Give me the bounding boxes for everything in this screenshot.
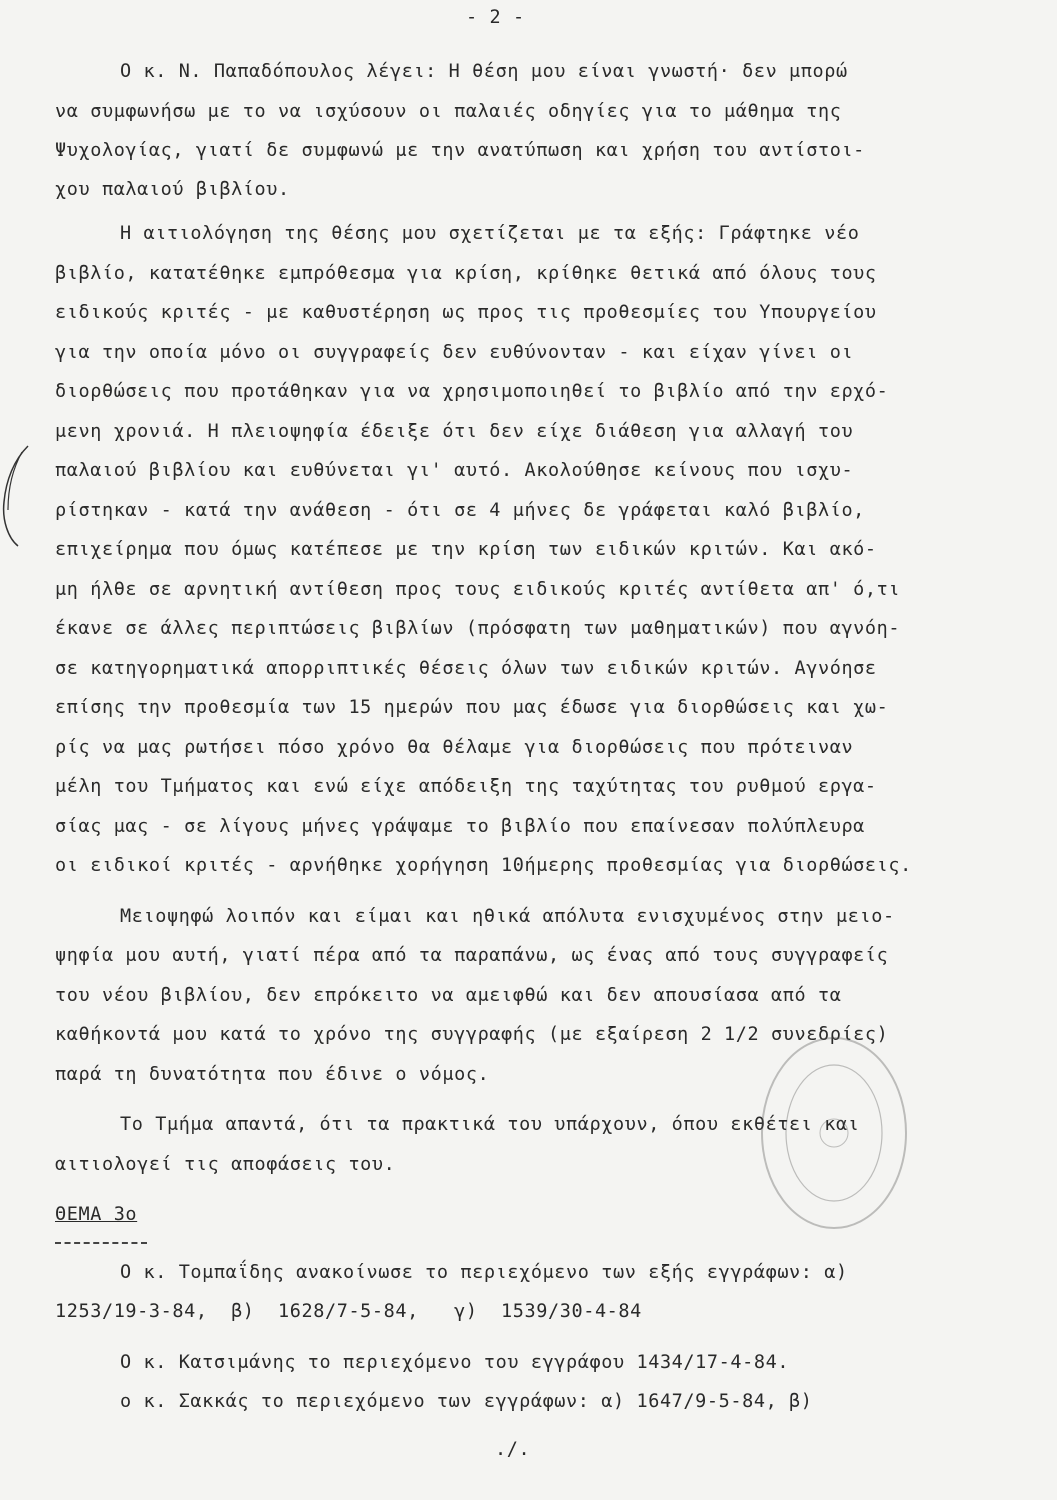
paragraph-3-line-4: καθήκοντά μου κατά το χρόνο της συγγραφής (με εξαίρεση 2 1/2 συνεδρίες)	[55, 1024, 889, 1045]
paragraph-2-line-16: σίας μας - σε λίγους μήνες γράψαμε το βιβλίο που επαίνεσαν πολύπλευρα	[55, 816, 865, 837]
page-number: - 2 -	[466, 7, 525, 28]
paragraph-3-line-3: του νέου βιβλίου, δεν επρόκειτο να αμειφθώ και δεν απουσίασα από τα	[55, 985, 842, 1006]
paragraph-2-line-1: Η αιτιολόγηση της θέσης μου σχετίζεται με τα εξής: Γράφτηκε νέο	[120, 223, 860, 244]
paragraph-2-line-10: μη ήλθε σε αρνητική αντίθεση προς τους ειδικούς κριτές αντίθετα απ' ό,τι	[55, 579, 901, 600]
paragraph-3-line-5: παρά τη δυνατότητα που έδινε ο νόμος.	[55, 1064, 490, 1085]
section-line-4: ο κ. Σακκάς το περιεχόμενο των εγγράφων: α) 1647/9-5-84, β)	[120, 1391, 813, 1412]
official-stamp-icon	[752, 1028, 917, 1238]
paragraph-4-line-1: Το Τμήμα απαντά, ότι τα πρακτικά του υπάρχουν, όπου εκθέτει και	[120, 1114, 860, 1135]
section-line-3: Ο κ. Κατσιμάνης το περιεχόμενο του εγγράφου 1434/17-4-84.	[120, 1352, 790, 1373]
paragraph-2-line-11: έκανε σε άλλες περιπτώσεις βιβλίων (πρόσφατη των μαθηματικών) που αγνόη-	[55, 618, 901, 639]
paragraph-3-line-2: ψηφία μου αυτή, γιατί πέρα από τα παραπάνω, ως ένας από τους συγγραφείς	[55, 945, 889, 966]
paragraph-2-line-9: επιχείρημα που όμως κατέπεσε με την κρίση των ειδικών κριτών. Και ακό-	[55, 539, 877, 560]
paragraph-1-line-4: χου παλαιού βιβλίου.	[55, 179, 290, 200]
paragraph-1-line-1: Ο κ. Ν. Παπαδόπουλος λέγει: Η θέση μου είναι γνωστή· δεν μπορώ	[120, 61, 848, 82]
paragraph-2-line-17: οι ειδικοί κριτές - αρνήθηκε χορήγηση 10ήμερης προθεσμίας για διορθώσεις.	[55, 855, 912, 876]
paragraph-2-line-13: επίσης την προθεσμία των 15 ημερών που μας έδωσε για διορθώσεις και χω-	[55, 697, 889, 718]
section-heading-rule	[55, 1242, 147, 1244]
section-line-1: Ο κ. Τομπαΐδης ανακοίνωσε το περιεχόμενο των εξής εγγράφων: α)	[120, 1262, 848, 1283]
paragraph-2-line-12: σε κατηγορηματικά απορριπτικές θέσεις όλων των ειδικών κριτών. Αγνόησε	[55, 658, 877, 679]
paragraph-2-line-2: βιβλίο, κατατέθηκε εμπρόθεσμα για κρίση, κρίθηκε θετικά από όλους τους	[55, 263, 877, 284]
paragraph-1-line-3: Ψυχολογίας, γιατί δε συμφωνώ με την ανατύπωση και χρήση του αντίστοι-	[55, 140, 865, 161]
paragraph-2-line-6: μενη χρονιά. Η πλειοψηφία έδειξε ότι δεν είχε διάθεση για αλλαγή του	[55, 421, 854, 442]
paragraph-4-line-2: αιτιολογεί τις αποφάσεις του.	[55, 1154, 396, 1175]
paragraph-2-line-4: για την οποία μόνο οι συγγραφείς δεν ευθύνονταν - και είχαν γίνει οι	[55, 342, 854, 363]
margin-mark-icon	[0, 440, 30, 550]
paragraph-2-line-7: παλαιού βιβλίου και ευθύνεται γι' αυτό. Ακολούθησε κείνους που ισχυ-	[55, 460, 854, 481]
paragraph-2-line-5: διορθώσεις που προτάθηκαν για να χρησιμοποιηθεί το βιβλίο από την ερχό-	[55, 381, 889, 402]
paragraph-3-line-1: Μειοψηφώ λοιπόν και είμαι και ηθικά απόλυτα ενισχυμένος στην μειο-	[120, 906, 895, 927]
paragraph-1-line-2: να συμφωνήσω με το να ισχύσουν οι παλαιές οδηγίες για το μάθημα της	[55, 101, 842, 122]
section-line-2: 1253/19-3-84, β) 1628/7-5-84, γ) 1539/30-4-84	[55, 1301, 642, 1322]
paragraph-2-line-14: ρίς να μας ρωτήσει πόσο χρόνο θα θέλαμε για διορθώσεις που πρότειναν	[55, 737, 854, 758]
paragraph-2-line-8: ρίστηκαν - κατά την ανάθεση - ότι σε 4 μήνες δε γράφεται καλό βιβλίο,	[55, 500, 865, 521]
paragraph-2-line-3: ειδικούς κριτές - με καθυστέρηση ως προς τις προθεσμίες του Υπουργείου	[55, 302, 877, 323]
section-heading: ΘΕΜΑ 3ο	[55, 1204, 138, 1225]
continuation-mark: ./.	[495, 1439, 531, 1460]
paragraph-2-line-15: μέλη του Τμήματος και ενώ είχε απόδειξη της ταχύτητας του ρυθμού εργα-	[55, 776, 877, 797]
